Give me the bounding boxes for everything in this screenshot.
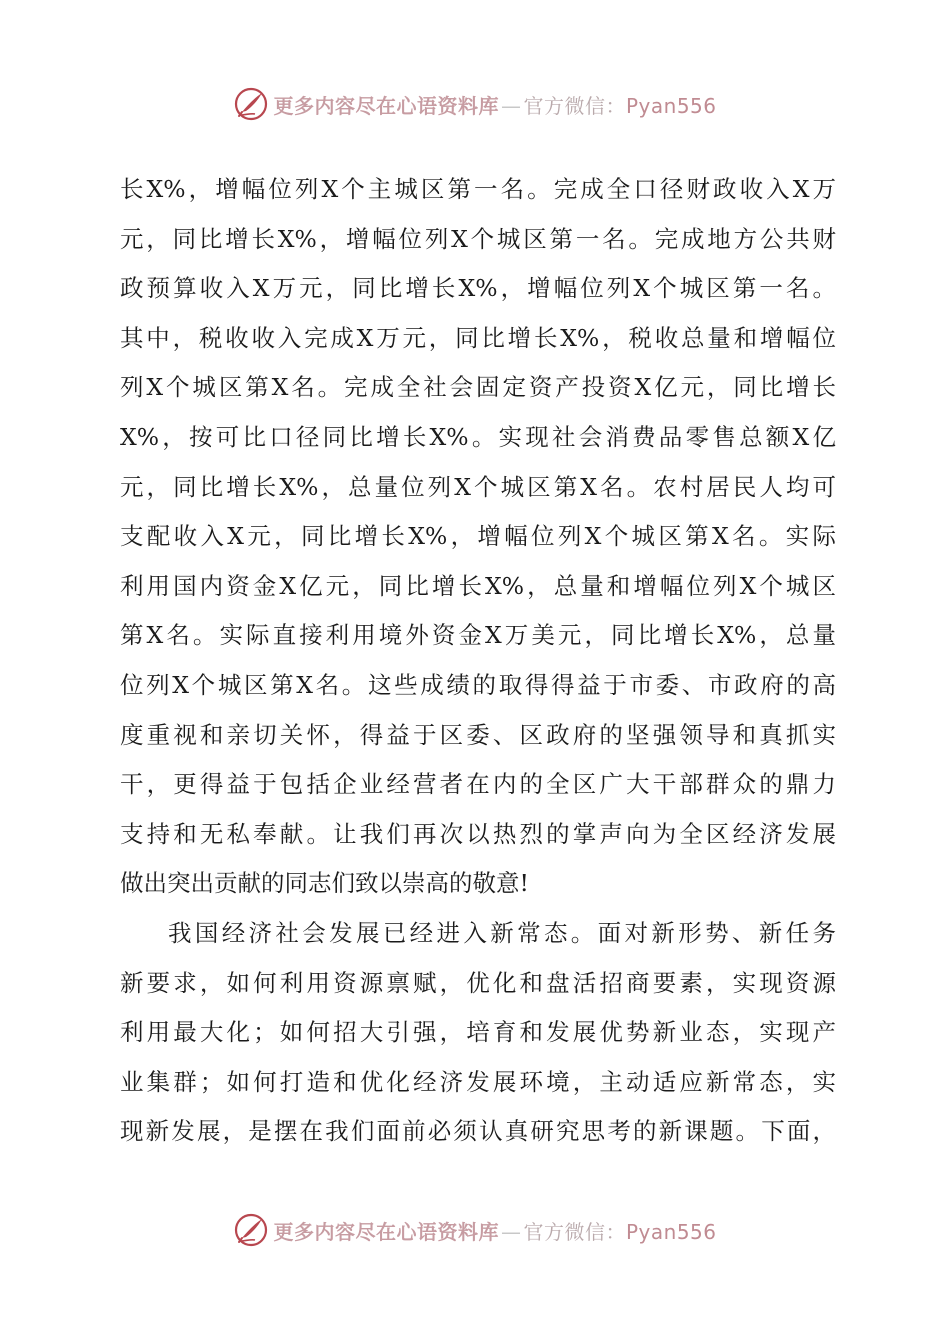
watermark-label: 更多内容尽在心语资料库	[273, 1219, 499, 1244]
document-body	[120, 165, 836, 1157]
text-line: 干，更得益于包括企业经营者在内的全区广大干部群众的鼎力	[120, 770, 836, 799]
text-line: 支配收入X元，同比增长X%，增幅位列X个城区第X名。实际	[120, 522, 836, 551]
text-line: 利用最大化；如何招大引强，培育和发展优势新业态，实现产	[120, 1018, 836, 1047]
text-line: 政预算收入X万元，同比增长X%，增幅位列X个城区第一名。	[120, 274, 836, 303]
watermark-banner-top	[0, 84, 950, 124]
text-line: 位列X个城区第X名。这些成绩的取得得益于市委、市政府的高	[120, 670, 836, 699]
text-line: 第X名。实际直接利用境外资金X万美元，同比增长X%，总量	[120, 621, 836, 650]
watermark-wechat-id: Pyan556	[625, 93, 717, 118]
text-line: 我国经济社会发展已经进入新常态。面对新形势、新任务	[168, 918, 836, 947]
watermark-wechat-id: Pyan556	[625, 1219, 717, 1244]
watermark-text	[273, 90, 716, 119]
quill-pen-logo-icon	[233, 1212, 269, 1248]
watermark-label: 更多内容尽在心语资料库	[273, 93, 499, 118]
text-line: 新要求，如何利用资源禀赋，优化和盘活招商要素，实现资源	[120, 968, 836, 997]
text-line: 支持和无私奉献。让我们再次以热烈的掌声向为全区经济发展	[120, 819, 836, 848]
text-line: 长X%，增幅位列X个主城区第一名。完成全口径财政收入X万	[120, 175, 836, 203]
text-line: 其中，税收收入完成X万元，同比增长X%，税收总量和增幅位	[120, 323, 836, 352]
text-line: 度重视和亲切关怀，得益于区委、区政府的坚强领导和真抓实	[120, 720, 836, 749]
text-line: 元，同比增长X%，增幅位列X个城区第一名。完成地方公共财	[120, 224, 836, 253]
watermark-wechat-label: 官方微信：	[523, 1219, 626, 1244]
paragraph	[120, 165, 836, 909]
watermark-dash: —	[500, 93, 522, 118]
watermark-text	[273, 1216, 716, 1245]
text-line: 利用国内资金X亿元，同比增长X%，总量和增幅位列X个城区	[120, 571, 836, 600]
text-line: 做出突出贡献的同志们致以崇高的敬意!	[120, 869, 529, 898]
paragraph	[120, 909, 836, 1157]
text-line: 元，同比增长X%，总量位列X个城区第X名。农村居民人均可	[120, 472, 836, 501]
watermark-banner-bottom	[0, 1210, 950, 1250]
watermark-dash: —	[500, 1219, 522, 1244]
text-line: 列X个城区第X名。完成全社会固定资产投资X亿元，同比增长	[120, 373, 836, 402]
quill-pen-logo-icon	[233, 86, 269, 122]
watermark-wechat-label: 官方微信：	[523, 93, 626, 118]
text-line: 业集群；如何打造和优化经济发展环境，主动适应新常态，实	[120, 1067, 836, 1096]
text-line: 现新发展，是摆在我们面前必须认真研究思考的新课题。下面，	[120, 1117, 836, 1146]
text-line: X%，按可比口径同比增长X%。实现社会消费品零售总额X亿	[120, 422, 836, 451]
